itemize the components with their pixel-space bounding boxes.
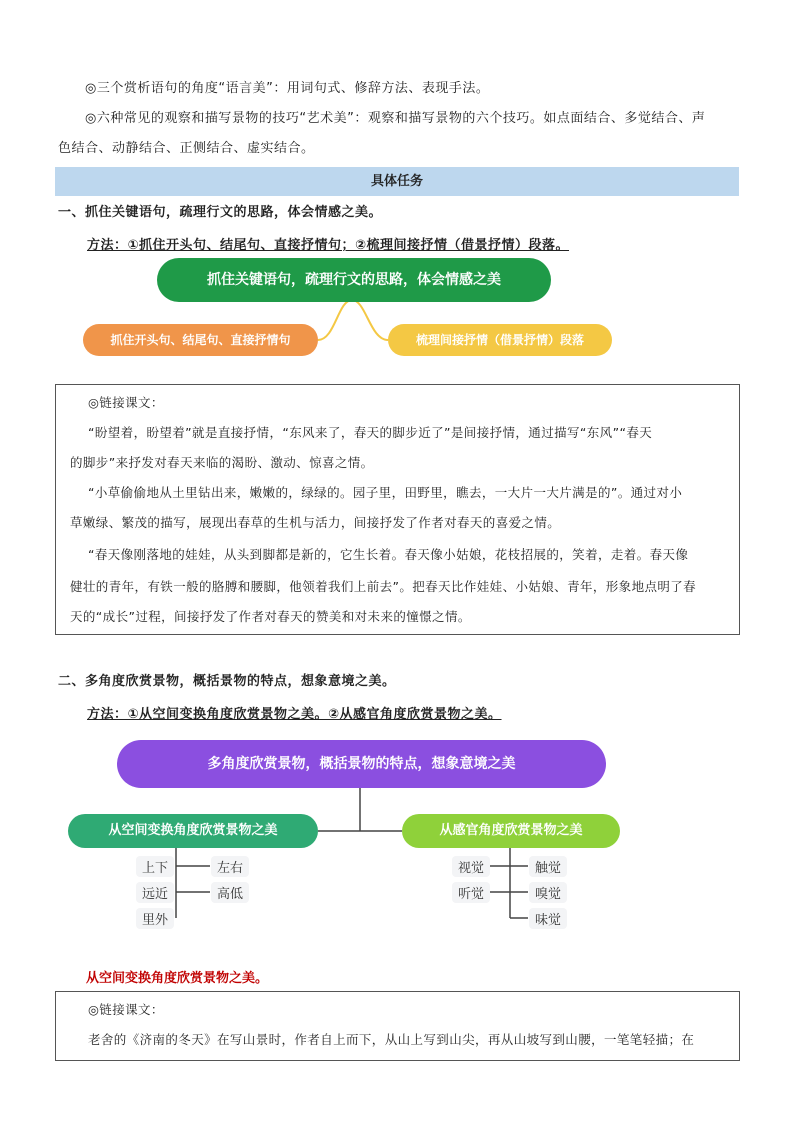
box2-line: 老舍的《济南的冬天》在写山景时，作者自上而下，从山上写到山尖，再从山坡写到山腰，一笔笔轻描；在: [88, 1032, 695, 1047]
leaf-high-low: 高低: [211, 882, 249, 903]
leaf-sight: 视觉: [452, 856, 490, 877]
box1-title: ◎链接课文：: [88, 395, 164, 410]
link-text-box-2: [55, 991, 740, 1061]
leaf-taste: 味觉: [529, 908, 567, 929]
leaf-hearing: 听觉: [452, 882, 490, 903]
box1-line: “盼望着，盼望着”就是直接抒情，“东风来了，春天的脚步近了”是间接抒情，通过描写“东风”“春天: [88, 425, 653, 440]
box1-line: 健壮的青年，有铁一般的胳膊和腰脚，他领着我们上前去”。把春天比作娃娃、小姑娘、青年，形象地点明了春: [70, 579, 697, 594]
mindmap2-right-node: 从感官角度欣赏景物之美: [402, 814, 620, 848]
mindmap1-right-node: 梳理间接抒情（借景抒情）段落: [388, 324, 612, 356]
leaf-up-down: 上下: [136, 856, 174, 877]
box2-title: ◎链接课文：: [88, 1002, 164, 1017]
leaf-in-out: 里外: [136, 908, 174, 929]
leaf-smell: 嗅觉: [529, 882, 567, 903]
intro-line-2: ◎六种常见的观察和描写景物的技巧“艺术美”：观察和描写景物的六个技巧。如点面结合、多觉结合、声: [85, 111, 706, 126]
section1-method: 方法：①抓住开头句、结尾句、直接抒情句；②梳理间接抒情（借景抒情）段落。: [87, 238, 570, 253]
mindmap1-center-node: 抓住关键语句，疏理行文的思路，体会情感之美: [157, 258, 551, 302]
space-change-heading: 从空间变换角度欣赏景物之美。: [86, 971, 269, 986]
intro-line-1: ◎三个赏析语句的角度“语言美”：用词句式、修辞方法、表现手法。: [85, 81, 490, 96]
box1-line: “小草偷偷地从土里钻出来，嫩嫩的，绿绿的。园子里，田野里，瞧去，一大片一大片满是的”。通过对小: [88, 485, 683, 500]
task-banner: 具体任务: [55, 167, 739, 196]
leaf-left-right: 左右: [211, 856, 249, 877]
box1-line: 天的“成长”过程，间接抒发了作者对春天的赞美和对未来的憧憬之情。: [70, 609, 471, 624]
mindmap1-left-node: 抓住开头句、结尾句、直接抒情句: [83, 324, 318, 356]
leaf-touch: 触觉: [529, 856, 567, 877]
box1-line: 的脚步”来抒发对春天来临的渴盼、激动、惊喜之情。: [70, 455, 374, 470]
box1-line: “春天像刚落地的娃娃，从头到脚都是新的，它生长着。春天像小姑娘，花枝招展的，笑着，走着。春天像: [88, 547, 689, 562]
section1-heading: 一、抓住关键语句，疏理行文的思路，体会情感之美。: [58, 205, 383, 220]
section2-method: 方法：①从空间变换角度欣赏景物之美。②从感官角度欣赏景物之美。: [87, 707, 502, 722]
intro-line-2-cont: 色结合、动静结合、正侧结合、虚实结合。: [58, 141, 315, 156]
leaf-far-near: 远近: [136, 882, 174, 903]
box1-line: 草嫩绿、繁茂的描写，展现出春草的生机与活力，间接抒发了作者对春天的喜爱之情。: [70, 515, 561, 530]
section2-heading: 二、多角度欣赏景物，概括景物的特点，想象意境之美。: [58, 674, 396, 689]
mindmap2-left-node: 从空间变换角度欣赏景物之美: [68, 814, 318, 848]
mindmap2-center-node: 多角度欣赏景物，概括景物的特点，想象意境之美: [117, 740, 606, 788]
